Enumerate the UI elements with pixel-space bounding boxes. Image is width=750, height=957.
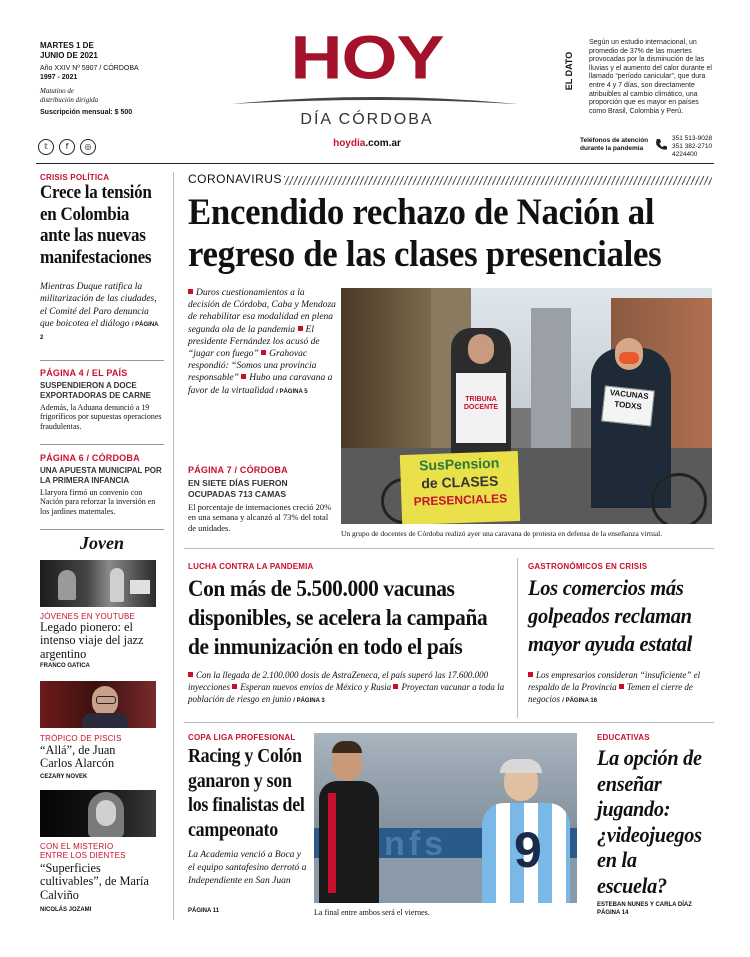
comercios-headline[interactable]: Los comercios más golpeados reclaman mayor ayuda estatal [528, 575, 693, 656]
football-caption: La final entre ambos será el viernes. [314, 908, 430, 917]
camas-headline[interactable]: EN SIETE DÍAS FUERON OCUPADAS 713 CAMAS [188, 478, 288, 499]
football-photo[interactable] [314, 733, 577, 903]
main-headline[interactable]: Encendido rechazo de Nación al regreso de las clases presenciales [188, 192, 662, 275]
calvino-headline[interactable]: “Superficies cultivables”, de María Calviño [40, 861, 149, 902]
jazz-headline[interactable]: Legado pionero: el intenso viaje del jazz argentino [40, 620, 144, 661]
alarcon-photo[interactable] [40, 681, 156, 728]
masthead-rule [36, 163, 714, 164]
protest-caption: Un grupo de docentes de Córdoba realizó ayer una caravana de protesta en defensa de la enseñanza virtual. [341, 529, 663, 538]
vacunas-sign: VACUNAS TODXS [601, 385, 654, 426]
educativas-kicker: EDUCATIVAS [597, 733, 650, 742]
carne-headline[interactable]: SUSPENDIERON A DOCE EXPORTADORAS DE CARNE [40, 381, 151, 400]
colombia-summary: Mientras Duque ratifica la militarización de las ciudades, el Comité del Paro denuncia que boicotea el diálogo / PÁGINA 2 [40, 282, 159, 342]
subscription-price: Suscripción mensual: $ 500 [40, 109, 133, 116]
logo-subtitle: DÍA CÓRDOBA [300, 111, 434, 128]
phone-label: Teléfonos de atención durante la pandemia [580, 137, 649, 152]
main-rule [184, 548, 714, 549]
calvino-photo[interactable] [40, 790, 156, 837]
alarcon-kicker: TRÓPICO DE PISCIS [40, 734, 122, 743]
comercios-summary: Los empresarios consideran “insuficiente” el respaldo de la Provincia Temen el cierre de negocios / PÁGINA 16 [528, 670, 701, 704]
calvino-kicker: CON EL MISTERIO ENTRE LOS DIENTES [40, 842, 126, 860]
vacunas-headline[interactable]: Con más de 5.500.000 vacunas disponibles, se acelera la campaña de inmunización en todo el país [188, 576, 488, 659]
bottom-rule [184, 722, 714, 723]
comercios-kicker: GASTRONÓMICOS EN CRISIS [528, 562, 648, 571]
camas-kicker: PÁGINA 7 / CÓRDOBA [188, 465, 288, 475]
sidebar-rule-3 [40, 529, 164, 530]
alarcon-headline[interactable]: “Allá”, de Juan Carlos Alarcón [40, 743, 116, 771]
tribuna-docente-shirt: TRIBUNA DOCENTE [463, 396, 499, 411]
suspension-sign: SusPension de CLASES PRESENCIALES [400, 451, 520, 524]
camas-summary: El porcentaje de internaciones creció 20% en una semana y alcanzó al 73% del total de unidades. [188, 502, 332, 533]
el-dato-label-box [562, 40, 576, 110]
jazz-photo[interactable] [40, 560, 156, 607]
twitter-icon[interactable]: 𝕥 [38, 139, 54, 155]
jersey-number: 9 [514, 822, 542, 878]
jazz-author: FRANCO GATICA [40, 663, 90, 669]
el-dato-label: EL DATO [564, 51, 574, 91]
section-hatch [284, 176, 712, 185]
protest-photo[interactable] [341, 288, 712, 524]
pais-kicker: PÁGINA 4 / EL PAÍS [40, 368, 128, 378]
main-summary: Duros cuestionamientos a la decisión de Córdoba, Caba y Mendoza de rehabilitar esa modalidad en plena segunda ola de la pandemia El presidente Fernández los acusó de “jugar con fuego” Grahovac respondió: “Somos una provincia responsable” Hubo una caravana a favor de la virtualidad / PÁGINA 5 [188, 288, 336, 396]
phone-icon [655, 138, 668, 151]
alarcon-author: CEZARY NOVEK [40, 774, 88, 780]
distribution-info: Matutino de distribución dirigida [40, 87, 99, 104]
sidebar-divider [173, 172, 174, 920]
calvino-author: NICOLÁS JOZAMI [40, 907, 92, 913]
date-line: MARTES 1 DE JUNIO DE 2021 [40, 41, 98, 60]
videojuegos-headline[interactable]: La opción de enseñar jugando: ¿videojuegos en la escuela? [597, 745, 702, 898]
edition-info: Año XXIV Nº 5907 / CÓRDOBA 1997 - 2021 [40, 65, 139, 81]
racing-summary: La Academia venció a Boca y el equipo santafesino derrotó a Independiente en San Juan [188, 850, 307, 886]
logo-swoosh [232, 94, 517, 106]
colombia-headline[interactable]: Crece la tensión en Colombia ante las nuevas manifestaciones [40, 183, 152, 268]
website-link[interactable]: hoydia.com.ar [333, 138, 401, 149]
vacunas-divider [517, 558, 518, 718]
vacunas-kicker: LUCHA CONTRA LA PANDEMIA [188, 562, 314, 571]
sidebar-rule-2 [40, 444, 164, 445]
joven-section-title[interactable]: Joven [80, 533, 124, 553]
instagram-icon[interactable]: ◎ [80, 139, 96, 155]
infancia-headline[interactable]: UNA APUESTA MUNICIPAL POR LA PRIMERA INFANCIA [40, 466, 162, 485]
crisis-kicker: CRISIS POLÍTICA [40, 173, 110, 182]
carne-summary: Además, la Aduana denunció a 19 frigoríficos por supuestas operaciones fraudulentas. [40, 403, 162, 431]
racing-page: PÁGINA 11 [188, 908, 220, 914]
phone-numbers: 351 513-9028 351 382-2710 4224400 [672, 135, 713, 158]
racing-headline[interactable]: Racing y Colón ganaron y son los finalistas del campeonato [188, 746, 305, 841]
vacunas-summary: Con la llegada de 2.100.000 dosis de AstraZeneca, el país superó las 17.600.000 inyecciones Esperan nuevos envíos de México y Rusia Proyectan vacunar a toda la población de riesgo en junio / PÁGINA 3 [188, 670, 505, 704]
logo-hoy[interactable]: HOY [290, 24, 444, 92]
racing-kicker: COPA LIGA PROFESIONAL [188, 733, 296, 742]
videojuegos-byline: ESTEBAN NUNES Y CARLA DÍAZ PÁGINA 14 [597, 902, 692, 916]
infancia-summary: Llaryora firmó un convenio con Nación para reforzar la inversión en los jardines maternales. [40, 488, 156, 516]
sidebar-rule-1 [40, 360, 164, 361]
el-dato-text: Según un estudio internacional, un promedio de 37% de las muertes provocadas por la disminución de las lluvias y el aumento del calor durante el llamado “período canicular”, que dura entre 4 y 7 días, son directamente atribuibles al cambio climático, una proporción que es mayor en países como Brasil, Colombia y Perú. [589, 39, 712, 115]
jazz-kicker: JÓVENES EN YOUTUBE [40, 612, 136, 621]
cordoba-kicker: PÁGINA 6 / CÓRDOBA [40, 453, 140, 463]
coronavirus-section: CORONAVIRUS [188, 172, 282, 186]
facebook-icon[interactable]: f [59, 139, 75, 155]
stadium-banner: nfs [384, 825, 447, 863]
